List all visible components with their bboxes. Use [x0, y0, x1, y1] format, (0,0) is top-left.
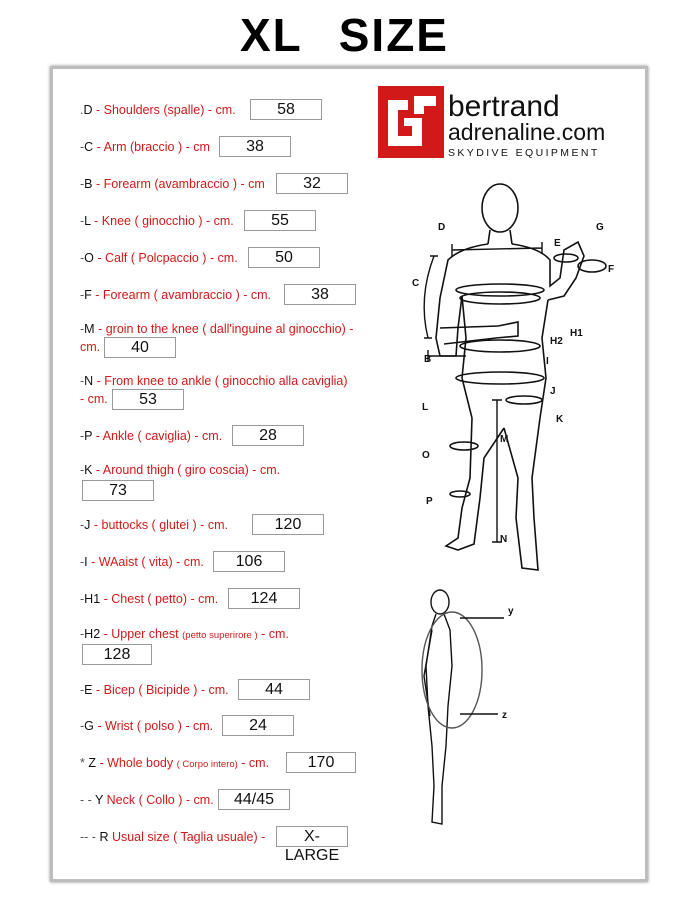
- body-side-diagram: [410, 586, 530, 830]
- label-N: N: [500, 534, 508, 545]
- row-label: - Whole body: [95, 756, 177, 770]
- brand-logo: [378, 86, 614, 160]
- measurement-row: [80, 627, 289, 641]
- measurement-row: [80, 177, 265, 191]
- measurement-value-field[interactable]: 32: [276, 173, 348, 194]
- row-code: H1: [84, 592, 101, 606]
- row-label: - buttocks ( glutei ) - cm.: [90, 518, 228, 532]
- measurement-value-field[interactable]: 106: [213, 551, 285, 572]
- measurement-value-field[interactable]: 128: [82, 644, 152, 665]
- row-prefix: -: [80, 140, 85, 154]
- measurement-row: [80, 322, 353, 336]
- measurement-row: [80, 429, 222, 443]
- row-label: - Arm (braccio ) - cm: [93, 140, 210, 154]
- row-prefix: -: [80, 251, 85, 265]
- logo-line2: adrenaline.com: [448, 119, 606, 145]
- measurement-row: [80, 288, 271, 302]
- body-front-diagram: [400, 178, 632, 576]
- row-label: - Bicep ( Bicipide ) - cm.: [92, 683, 229, 697]
- logo-line3: SKYDIVE EQUIPMENT: [448, 147, 600, 159]
- measurement-row: [80, 518, 228, 532]
- row-code: K: [84, 463, 93, 477]
- label-C: C: [412, 278, 420, 289]
- row-prefix: -: [80, 627, 85, 641]
- logo-mark-icon: [378, 86, 444, 158]
- row-label: - WAaist ( vita) - cm.: [87, 555, 204, 569]
- row-label: - Wrist ( polso ) - cm.: [93, 719, 214, 733]
- measurement-value-field[interactable]: 28: [232, 425, 304, 446]
- label-B: B: [424, 354, 432, 365]
- label-P: P: [426, 496, 433, 507]
- row-label: - Forearm ( avambraccio ) - cm.: [91, 288, 271, 302]
- row-prefix: -: [80, 214, 85, 228]
- page-title: XL SIZE: [240, 9, 449, 61]
- label-G: G: [596, 222, 604, 233]
- row-code: J: [84, 518, 91, 532]
- label-O: O: [422, 450, 430, 461]
- measurement-value-field[interactable]: 40: [104, 337, 176, 358]
- row-prefix: .: [80, 103, 84, 117]
- measurement-value-field[interactable]: 120: [252, 514, 324, 535]
- row-label-note: (petto superirore ): [182, 630, 258, 641]
- row-code: B: [84, 177, 93, 191]
- measurement-row: [80, 214, 234, 228]
- row-code: G: [84, 719, 94, 733]
- logo-line1: bertrand: [448, 90, 560, 123]
- row-label-note: ( Corpo intero): [176, 759, 238, 770]
- measurement-row: [80, 719, 213, 733]
- row-prefix: -: [80, 592, 85, 606]
- row-prefix: -: [80, 322, 85, 336]
- row-code: H2: [84, 627, 101, 641]
- row-label: - Forearm (avambraccio ) - cm: [92, 177, 265, 191]
- row-prefix: *: [80, 756, 89, 770]
- label-y: y: [508, 606, 514, 617]
- measurement-value-field[interactable]: 24: [222, 715, 294, 736]
- row-prefix: -: [80, 288, 85, 302]
- measurement-value-field[interactable]: 58: [250, 99, 322, 120]
- measurement-row: [80, 592, 218, 606]
- measurement-row: [80, 374, 347, 388]
- measurement-row: [80, 140, 210, 154]
- row-prefix: -- -: [80, 830, 100, 844]
- row-label: - groin to the knee ( dall'inguine al ginocchio) -: [94, 322, 354, 336]
- label-F: F: [608, 264, 615, 275]
- row-prefix: -: [80, 719, 85, 733]
- row-prefix: -: [80, 429, 85, 443]
- measurement-value-field[interactable]: 38: [284, 284, 356, 305]
- row-code: F: [84, 288, 92, 302]
- row-prefix: -: [80, 374, 85, 388]
- measurement-value-field[interactable]: 38: [219, 136, 291, 157]
- row-label: - Ankle ( caviglia) - cm.: [92, 429, 223, 443]
- row-prefix: - -: [80, 793, 96, 807]
- row-label-end: - cm.: [237, 756, 270, 770]
- row-label-continued: cm.: [80, 340, 101, 354]
- row-prefix: -: [80, 463, 85, 477]
- row-code: O: [84, 251, 94, 265]
- label-I: I: [546, 356, 549, 367]
- label-D: D: [438, 222, 446, 233]
- row-code: M: [84, 322, 95, 336]
- label-K: K: [556, 414, 564, 425]
- label-L: L: [422, 402, 429, 413]
- row-code: L: [84, 214, 91, 228]
- label-M: M: [500, 434, 509, 445]
- measurement-row: [80, 830, 265, 844]
- measurement-value-field[interactable]: 44/45: [218, 789, 290, 810]
- row-label: - Calf ( Polcpaccio ) - cm.: [93, 251, 238, 265]
- measurement-value-field[interactable]: 73: [82, 480, 154, 501]
- measurement-row: [80, 683, 229, 697]
- row-label: - Knee ( ginocchio ) - cm.: [90, 214, 234, 228]
- row-code: D: [83, 103, 93, 117]
- row-label: - Around thigh ( giro coscia) - cm.: [92, 463, 281, 477]
- row-code: R: [99, 830, 109, 844]
- row-code: C: [84, 140, 94, 154]
- row-label: - Chest ( petto) - cm.: [100, 592, 219, 606]
- measurement-value-field[interactable]: 53: [112, 389, 184, 410]
- row-code: N: [84, 374, 94, 388]
- measurement-row: [80, 793, 214, 807]
- row-label-end: - cm.: [257, 627, 289, 641]
- measurement-row: [80, 555, 204, 569]
- measurement-value-field[interactable]: 124: [228, 588, 300, 609]
- row-prefix: -: [80, 555, 85, 569]
- label-J: J: [550, 386, 556, 397]
- measurement-value-field[interactable]: 55: [244, 210, 316, 231]
- label-E: E: [554, 238, 561, 249]
- row-prefix: -: [80, 518, 85, 532]
- row-label: - Shoulders (spalle) - cm.: [92, 103, 236, 117]
- row-label: - From knee to ankle ( ginocchio alla caviglia): [93, 374, 348, 388]
- row-code: P: [84, 429, 93, 443]
- row-prefix: -: [80, 177, 85, 191]
- measurement-value-field[interactable]: 44: [238, 679, 310, 700]
- measurement-row: [80, 103, 236, 117]
- label-H2: H2: [550, 336, 563, 347]
- label-z: z: [502, 710, 507, 721]
- measurement-value-field[interactable]: 50: [248, 247, 320, 268]
- row-prefix: -: [80, 683, 85, 697]
- measurement-row: [80, 756, 269, 770]
- row-code: Z: [88, 756, 96, 770]
- label-H1: H1: [570, 328, 583, 339]
- row-label-continued: - cm.: [80, 392, 108, 406]
- row-label: - Upper chest: [100, 627, 183, 641]
- row-code: I: [84, 555, 88, 569]
- row-label: Usual size ( Taglia usuale) -: [108, 830, 266, 844]
- row-label: Neck ( Collo ) - cm.: [103, 793, 214, 807]
- row-code: Y: [95, 793, 104, 807]
- measurement-row: [80, 251, 238, 265]
- row-code: E: [84, 683, 93, 697]
- measurement-value-field[interactable]: X-LARGE: [276, 826, 348, 847]
- measurement-row: [80, 463, 280, 477]
- measurement-value-field[interactable]: 170: [286, 752, 356, 773]
